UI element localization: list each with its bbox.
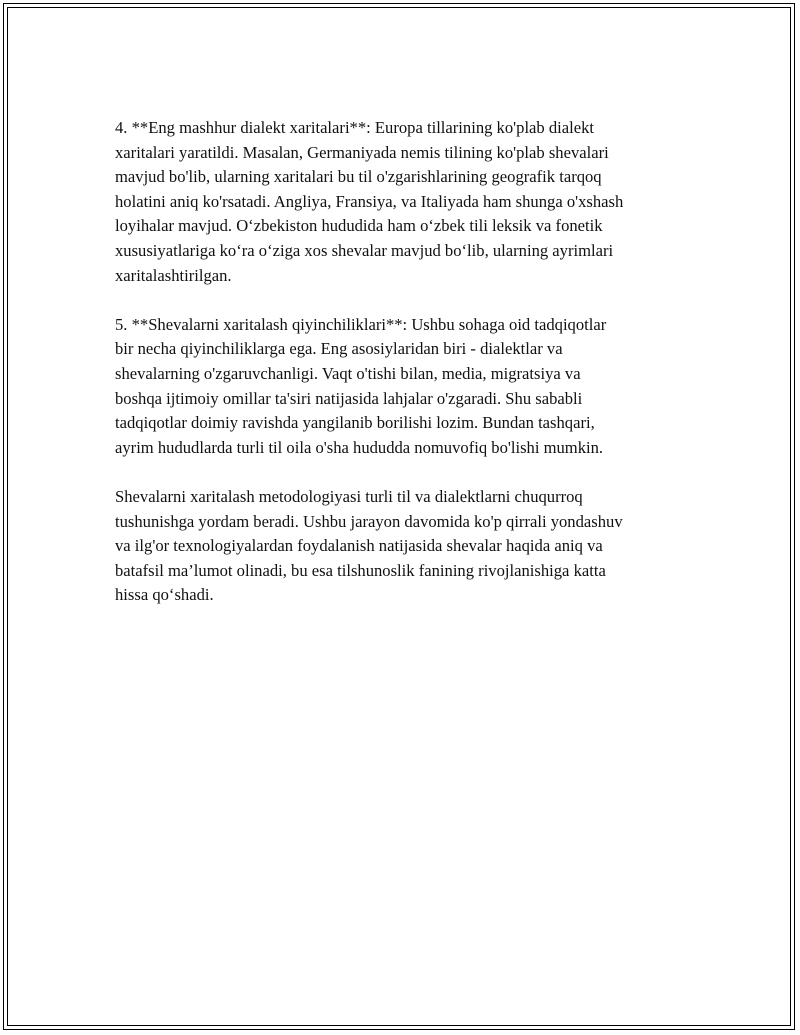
paragraph-mapping-difficulties: 5. **Shevalarni xaritalash qiyinchiliklari**: Ushbu sohaga oid tadqiqotlar bir necha qiyinchiliklarga ega. Eng asosiylaridan biri - dialektlar va shevalarning o'zgaruvchanligi. Vaqt o'tishi bilan, media, migratsiya va boshqa ijtimoiy omillar ta'siri natijasida lahjalar o'zgaradi. Shu sababli tadqiqotlar doimiy ravishda yangilanib borilishi lozim. Bundan tashqari, ayrim hududlarda turli til oila o'sha hududda nomuvofiq bo'lishi mumkin. xyxy=(115,314,607,457)
paragraph-conclusion: Shevalarni xaritalash metodologiyasi turli til va dialektlarni chuqurroq tushunishga yordam beradi. Ushbu jarayon davomida ko'p qirrali yondashuv va ilg'or texnologiyalardan foydalanish natijasida shevalar haqida aniq va batafsil ma’lumot olinadi, bu esa tilshunoslik fanining rivojlanishiga katta hissa qo‘shadi. xyxy=(115,486,623,605)
document-body xyxy=(115,116,695,632)
paragraph-dialect-maps: 4. **Eng mashhur dialekt xaritalari**: Europa tillarining ko'plab dialekt xaritalari yaratildi. Masalan, Germaniyada nemis tilining ko'plab shevalari mavjud bo'lib, ularning xaritalari bu til o'zgarishlarining geografik tarqoq holatini aniq ko'rsatadi. Angliya, Fransiya, va Italiyada ham shunga o'xshash loyihalar mavjud. O‘zbekiston hududida ham o‘zbek tili leksik va fonetik xususiyatlariga ko‘ra o‘ziga xos shevalar mavjud bo‘lib, ularning ayrimlari xaritalashtirilgan. xyxy=(115,118,624,285)
page-frame xyxy=(3,3,795,1030)
